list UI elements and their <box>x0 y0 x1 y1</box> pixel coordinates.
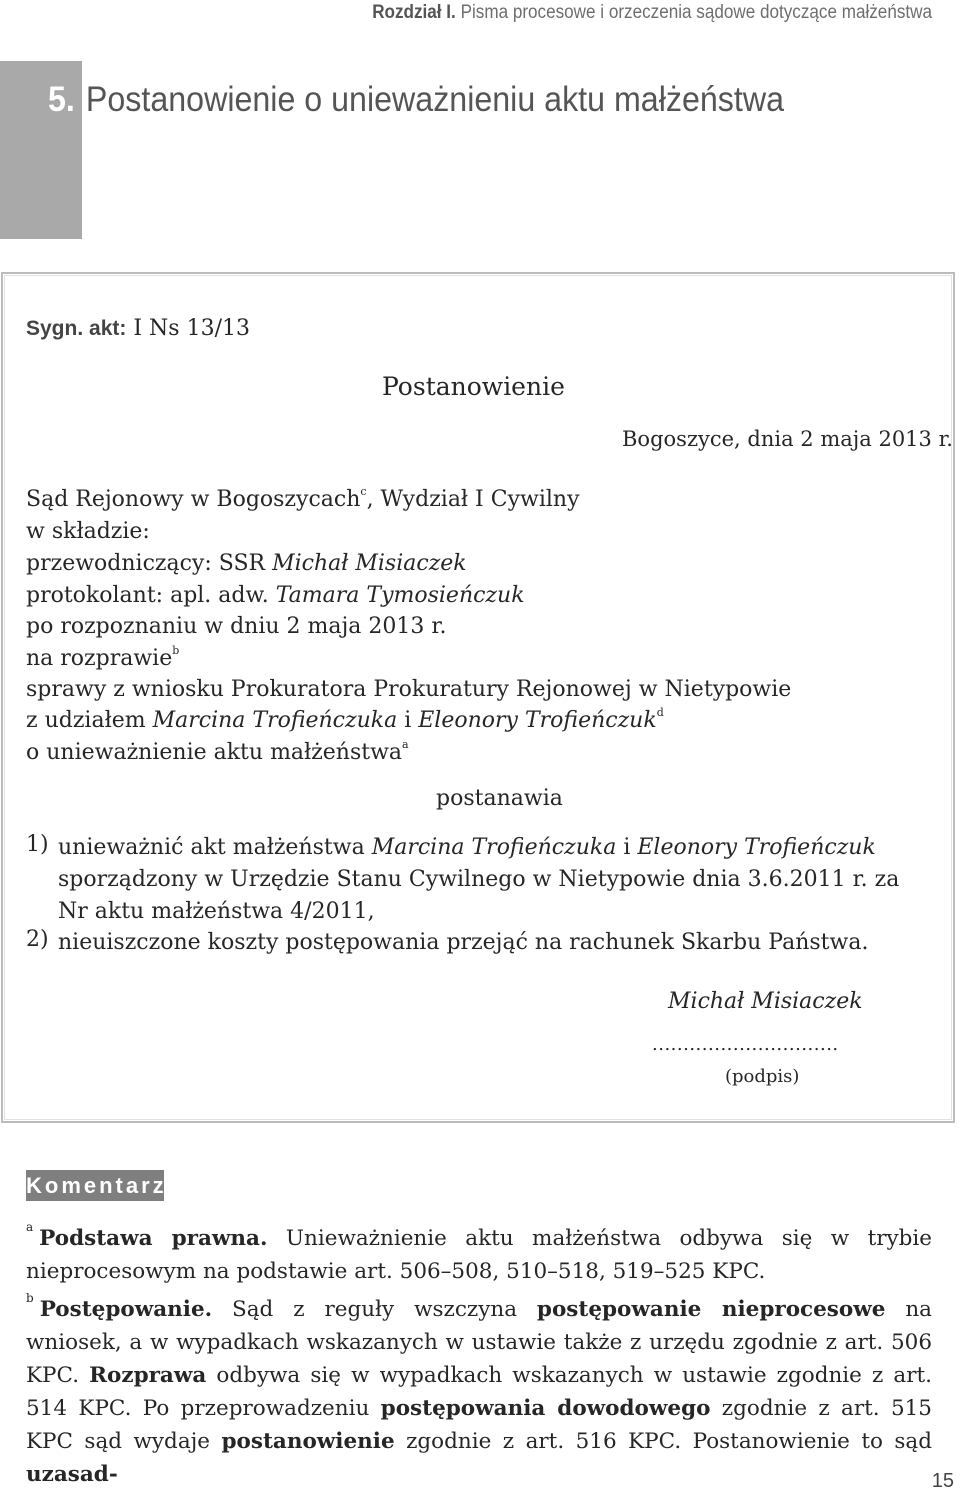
case-signature-value: I Ns 13/13 <box>133 316 250 341</box>
court-division: , Wydział I Cywilny <box>366 487 580 512</box>
footnote-b: $^b$ Postępowanie. Sąd z reguły wszczyna postępowanie nieprocesowe na wniosek, a w wypadkach wskazanych w ustawie także z urzędu zgodnie z art. 506 KPC. Rozprawa odbywa się w wypadkach wskazanych w ustawie zgodnie z art. 514 KPC. Po przeprowadzeniu postępowania dowodowego zgodnie z art. 515 KPC sąd wydaje postanowienie zgodnie z art. 516 KPC. Postanowienie to sąd uzasad- <box>26 1291 933 1488</box>
signature-line: .............................. <box>652 1034 839 1055</box>
footnote-a <box>26 1217 932 1288</box>
court-line <box>26 484 580 512</box>
case-signature <box>26 316 250 341</box>
hearing-text: na rozprawie <box>26 646 173 671</box>
section-title: Postanowienie o unieważnieniu aktu małżeństwa <box>85 80 785 119</box>
section-heading <box>48 80 784 120</box>
footnote-a-heading: Podstawa prawna. <box>39 1226 268 1252</box>
section-number: 5. <box>48 80 75 119</box>
footnote-b-heading: Postępowanie. <box>39 1297 213 1323</box>
chapter-label: Rozdział I. <box>372 2 456 23</box>
case-signature-label: Sygn. akt: <box>26 317 127 340</box>
signature-name: Michał Misiaczek <box>668 989 863 1014</box>
footnote-ref-a: a <box>402 737 409 751</box>
chair-label: przewodniczący: SSR <box>26 551 273 576</box>
ruling-item-text: nieuiszczone koszty postępowania przejąć na rachunek Skarbu Państwa. <box>58 930 869 955</box>
conjunction: i <box>397 708 419 733</box>
composition-label: w składzie: <box>26 519 150 544</box>
decides-heading: postanawia <box>436 786 563 811</box>
ruling-item-2 <box>26 927 926 959</box>
footnote-a-marker: a <box>26 1220 34 1234</box>
footnote-ref-b: b <box>172 643 180 657</box>
ruling-item-1 <box>26 832 926 928</box>
clerk-line <box>26 583 525 608</box>
chair-line <box>26 551 467 576</box>
running-header <box>372 2 932 28</box>
footnote-ref-d: d <box>656 705 664 719</box>
participation-label: z udziałem <box>26 708 153 733</box>
participation-line <box>26 705 664 733</box>
ruling-item-number: 1) <box>26 832 49 857</box>
ruling-item-number: 2) <box>26 927 49 952</box>
chapter-title: Pisma procesowe i orzeczenia sądowe dotyczące małżeństwa <box>460 2 932 23</box>
participant-2: Eleonory Trofieńczuk <box>418 708 657 733</box>
footnote-b-marker: b <box>26 1291 34 1305</box>
signature-label: (podpis) <box>725 1066 800 1087</box>
examined-line: po rozpoznaniu w dniu 2 maja 2013 r. <box>26 614 447 639</box>
participant-1: Marcina Trofieńczuka <box>152 708 398 733</box>
ruling-item-text: unieważnić akt małżeństwa Marcina Trofieńczuka i Eleonory Trofieńczuk sporządzony w Urzędzie Stanu Cywilnego w Nietypowie dnia 3.6.2011 r. za Nr aktu małżeństwa 4/2011, <box>58 835 900 924</box>
clerk-name: Tamara Tymosieńczuk <box>275 583 525 608</box>
case-line: sprawy z wniosku Prokuratora Prokuratury Rejonowej w Nietypowie <box>26 677 792 702</box>
place-date: Bogoszyce, dnia 2 maja 2013 r. <box>622 427 953 451</box>
chair-name: Michał Misiaczek <box>272 551 467 576</box>
subject-text: o unieważnienie aktu małżeństwa <box>26 740 403 765</box>
subject-line <box>26 737 409 765</box>
clerk-label: protokolant: apl. adw. <box>26 583 276 608</box>
document-title: Postanowienie <box>382 372 565 401</box>
court-name: Sąd Rejonowy w Bogoszycach <box>26 487 361 512</box>
page-number: 15 <box>931 1470 954 1492</box>
footnote-a-text: Unieważnienie aktu małżeństwa odbywa się w trybie nieprocesowym na podstawie art. 506–508, 510–518, 519–525 KPC. <box>26 1226 933 1285</box>
hearing-line <box>26 643 180 671</box>
footnote-ref-c: c <box>360 484 367 498</box>
commentary-label: Komentarz <box>26 1170 164 1201</box>
